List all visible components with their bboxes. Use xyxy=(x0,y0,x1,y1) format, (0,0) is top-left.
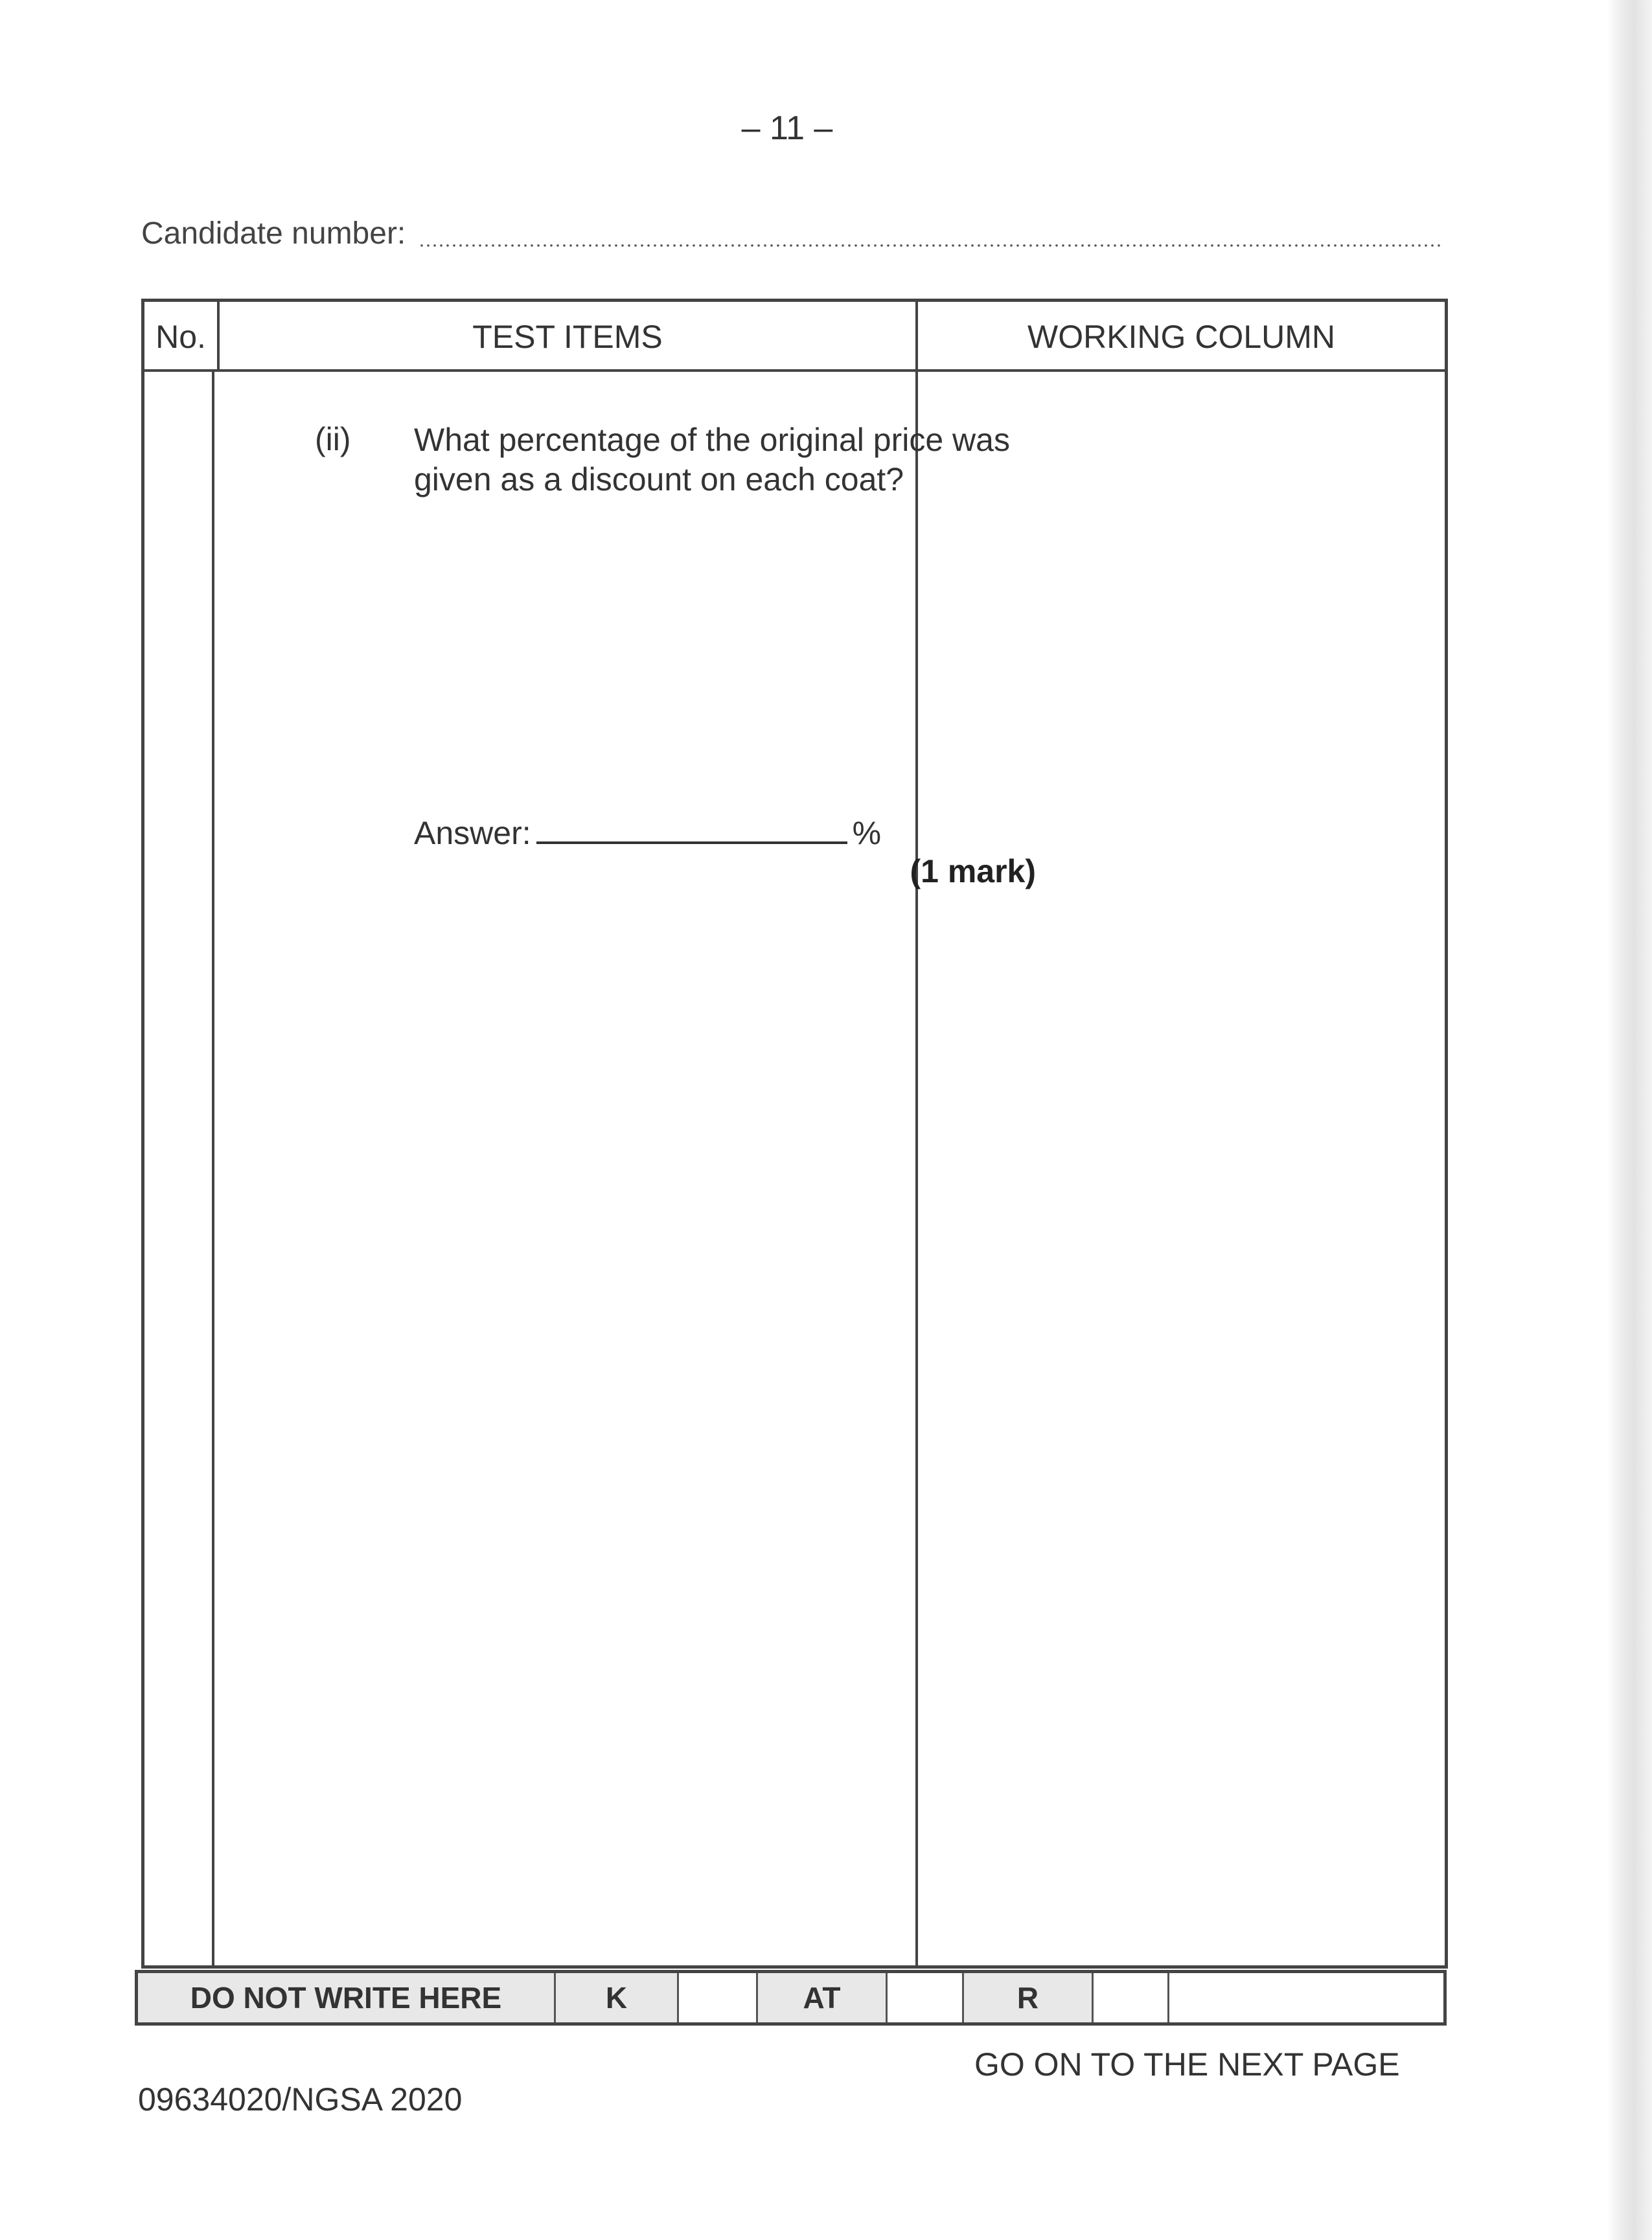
paper-code: 09634020/NGSA 2020 xyxy=(138,2081,463,2118)
question-label: (ii) xyxy=(315,421,351,457)
header-working-column: WORKING COLUMN xyxy=(1027,319,1335,355)
question-marks: (1 mark) xyxy=(910,853,1036,889)
page-edge-shadow xyxy=(1607,0,1652,2240)
marker-total-box xyxy=(1169,1973,1443,2022)
marker-k-label: K xyxy=(556,1973,679,2022)
marker-at-label: AT xyxy=(758,1973,888,2022)
working-column-area[interactable] xyxy=(918,372,1445,1965)
answer-label: Answer: xyxy=(414,815,531,851)
go-on-next-page: GO ON TO THE NEXT PAGE xyxy=(974,2046,1400,2083)
marker-r-box xyxy=(1094,1973,1169,2022)
marker-r-label: R xyxy=(964,1973,1094,2022)
marker-k-box xyxy=(679,1973,758,2022)
answer-unit: % xyxy=(852,815,882,851)
header-test-items: TEST ITEMS xyxy=(472,319,663,355)
question-text: What percentage of the original price was given as a discount on each coat? xyxy=(414,422,1010,497)
do-not-write-bar xyxy=(135,1970,1447,2026)
candidate-number-label: Candidate number: xyxy=(141,216,406,251)
candidate-number-line xyxy=(141,216,1443,255)
no-column-divider xyxy=(212,369,214,1965)
answer-field[interactable] xyxy=(536,812,847,844)
test-items-table xyxy=(141,299,1448,1969)
marker-at-box xyxy=(888,1973,964,2022)
page-number: – 11 – xyxy=(741,109,833,147)
candidate-number-field[interactable] xyxy=(419,244,1443,247)
header-no: No. xyxy=(155,319,206,355)
do-not-write-label: DO NOT WRITE HERE xyxy=(138,1973,556,2022)
